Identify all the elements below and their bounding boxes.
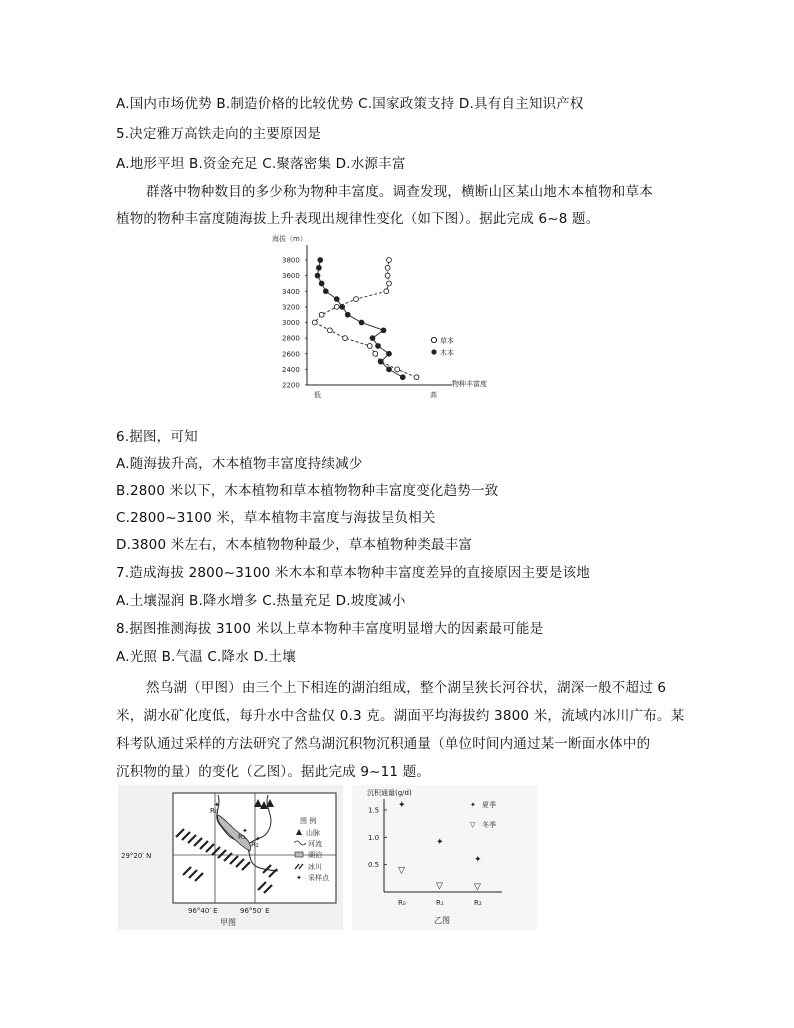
sample-label-r1: R₁ (238, 833, 246, 841)
y-tick-label: 3200 (282, 303, 300, 312)
data-point-herb (343, 336, 348, 341)
y-tick-label: 2600 (282, 350, 300, 359)
sediment-flux-chart (352, 785, 537, 930)
data-point-herb (384, 289, 389, 294)
svg-text:✦: ✦ (470, 801, 476, 809)
y-tick-label: 1.0 (368, 833, 380, 842)
sample-label-r2: R₂ (251, 841, 259, 849)
summer-point: ✦ (436, 837, 444, 848)
data-point-herb (414, 375, 419, 380)
data-point-woody (315, 273, 320, 278)
x-category-label: R₂ (474, 899, 482, 907)
x-category-label: R₀ (398, 899, 406, 907)
longitude-label-1: 96°40′ E (188, 907, 218, 915)
data-point-woody (319, 281, 324, 286)
y-tick-label: 3600 (282, 272, 300, 281)
data-point-herb (334, 304, 339, 309)
legend-woody: 木本 (440, 349, 454, 357)
chart1-legend (431, 336, 454, 357)
legend-winter: 冬季 (482, 821, 496, 829)
data-point-woody (387, 351, 392, 356)
y-tick-label: 3800 (282, 256, 300, 265)
data-point-woody (387, 367, 392, 372)
data-point-herb (373, 351, 378, 356)
svg-text:▽: ▽ (470, 821, 476, 829)
svg-text:✦: ✦ (296, 874, 302, 882)
question-6: 6.据图，可知 (116, 429, 198, 445)
data-point-herb (312, 320, 317, 325)
y-tick-label: 2200 (282, 381, 300, 390)
winter-point: ▽ (474, 882, 481, 893)
option-6d: D.3800 米左右，木本植物物种最少，草本植物种类最丰富 (116, 537, 473, 553)
sample-point-r2: ✦ (255, 835, 261, 843)
data-point-woody (400, 375, 405, 380)
question-7: 7.造成海拔 2800~3100 米木本和草本物种丰富度差异的直接原因主要是该地 (116, 565, 590, 581)
passage-6-8-line-2: 植物的物种丰富度随海拔上升表现出规律性变化（如下图）。据此完成 6~8 题。 (116, 211, 600, 227)
x-tick-high: 高 (430, 391, 437, 399)
data-point-woody (318, 258, 323, 263)
data-point-woody (323, 289, 328, 294)
data-point-herb (385, 273, 390, 278)
data-point-herb (327, 328, 332, 333)
data-point-woody (316, 265, 321, 270)
data-point-herb (367, 344, 372, 349)
summer-point: ✦ (398, 800, 406, 811)
chart1-xlabel: 物种丰富度 (452, 380, 487, 388)
data-point-woody (370, 336, 375, 341)
longitude-label-2: 96°50′ E (240, 907, 270, 915)
passage-9-11-line-2: 米，湖水矿化度低，每升水中含盐仅 0.3 克。湖面平均海拔约 3800 米，流域内冰川广布。某 (116, 708, 685, 724)
winter-point: ▽ (436, 881, 443, 892)
question-5: 5.决定雅万高铁走向的主要原因是 (116, 126, 322, 142)
passage-9-11-line-4: 沉积物的量）的变化（乙图）。据此完成 9~11 题。 (116, 764, 431, 780)
svg-text:采样点: 采样点 (308, 874, 329, 882)
chart1-ylabel: 海拔（m） (272, 235, 307, 243)
y-tick-label: 2800 (282, 334, 300, 343)
data-point-woody (345, 312, 350, 317)
passage-6-8-line-1: 群落中物种数目的多少称为物种丰富度。调查发现，横断山区某山地木本植物和草本 (146, 184, 653, 200)
data-point-woody (378, 359, 383, 364)
chart2-ylabel: 沉积通量(g/d) (367, 789, 412, 797)
svg-text:山脉: 山脉 (306, 829, 320, 837)
option-6b: B.2800 米以下，木本植物和草本植物物种丰富度变化趋势一致 (116, 483, 499, 499)
options-7: A.土壤湿润 B.降水增多 C.热量充足 D.坡度减小 (116, 593, 406, 609)
map-caption: 甲图 (220, 918, 236, 927)
legend-herb: 草本 (440, 337, 454, 345)
passage-9-11-line-3: 科考队通过采样的方法研究了然乌湖沉积物沉积通量（单位时间内通过某一断面水体中的 (116, 736, 651, 752)
y-tick-label: 3400 (282, 287, 300, 296)
svg-text:冰川: 冰川 (308, 863, 322, 871)
svg-text:湖泊: 湖泊 (308, 851, 322, 859)
legend-summer: 夏季 (482, 801, 496, 809)
latitude-label: 29°20′ N (121, 852, 152, 860)
svg-text:图 例: 图 例 (300, 817, 317, 825)
series-line-woody (318, 260, 403, 377)
ranwu-lake-map (118, 785, 343, 930)
series-line-herb (315, 260, 417, 377)
chart2-caption: 乙图 (434, 916, 450, 925)
sample-point-r1: ✦ (242, 827, 248, 835)
data-point-herb (319, 312, 324, 317)
data-point-woody (334, 297, 339, 302)
data-point-herb (395, 367, 400, 372)
altitude-richness-chart (262, 232, 502, 410)
data-point-herb (385, 265, 390, 270)
x-category-label: R₁ (436, 899, 444, 907)
data-point-woody (381, 328, 386, 333)
y-tick-label: 1.5 (368, 806, 380, 815)
sample-point-r0: ✦ (214, 801, 220, 809)
options-5: A.地形平坦 B.资金充足 C.聚落密集 D.水源丰富 (116, 156, 406, 172)
x-tick-low: 低 (314, 391, 321, 399)
data-point-herb (387, 281, 392, 286)
option-line-4: A.国内市场优势 B.制造价格的比较优势 C.国家政策支持 D.具有自主知识产权 (116, 96, 584, 112)
summer-point: ✦ (474, 855, 482, 866)
sample-label-r0: R₀ (210, 807, 218, 815)
data-point-herb (387, 258, 392, 263)
svg-text:河流: 河流 (308, 840, 322, 848)
data-point-woody (359, 320, 364, 325)
options-8: A.光照 B.气温 C.降水 D.土壤 (116, 649, 296, 665)
data-point-herb (354, 297, 359, 302)
y-tick-label: 2400 (282, 365, 300, 374)
y-tick-label: 3000 (282, 319, 300, 327)
data-point-woody (376, 344, 381, 349)
passage-9-11-line-1: 然乌湖（甲图）由三个上下相连的湖泊组成，整个湖呈狭长河谷状，湖深一般不超过 6 (146, 680, 667, 696)
y-tick-label: 0.5 (368, 861, 380, 870)
question-8: 8.据图推测海拔 3100 米以上草本物种丰富度明显增大的因素最可能是 (116, 621, 544, 637)
winter-point: ▽ (398, 866, 405, 877)
data-point-woody (340, 304, 345, 309)
option-6c: C.2800~3100 米，草本植物丰富度与海拔呈负相关 (116, 510, 436, 526)
option-6a: A.随海拔升高，木本植物丰富度持续减少 (116, 456, 363, 472)
